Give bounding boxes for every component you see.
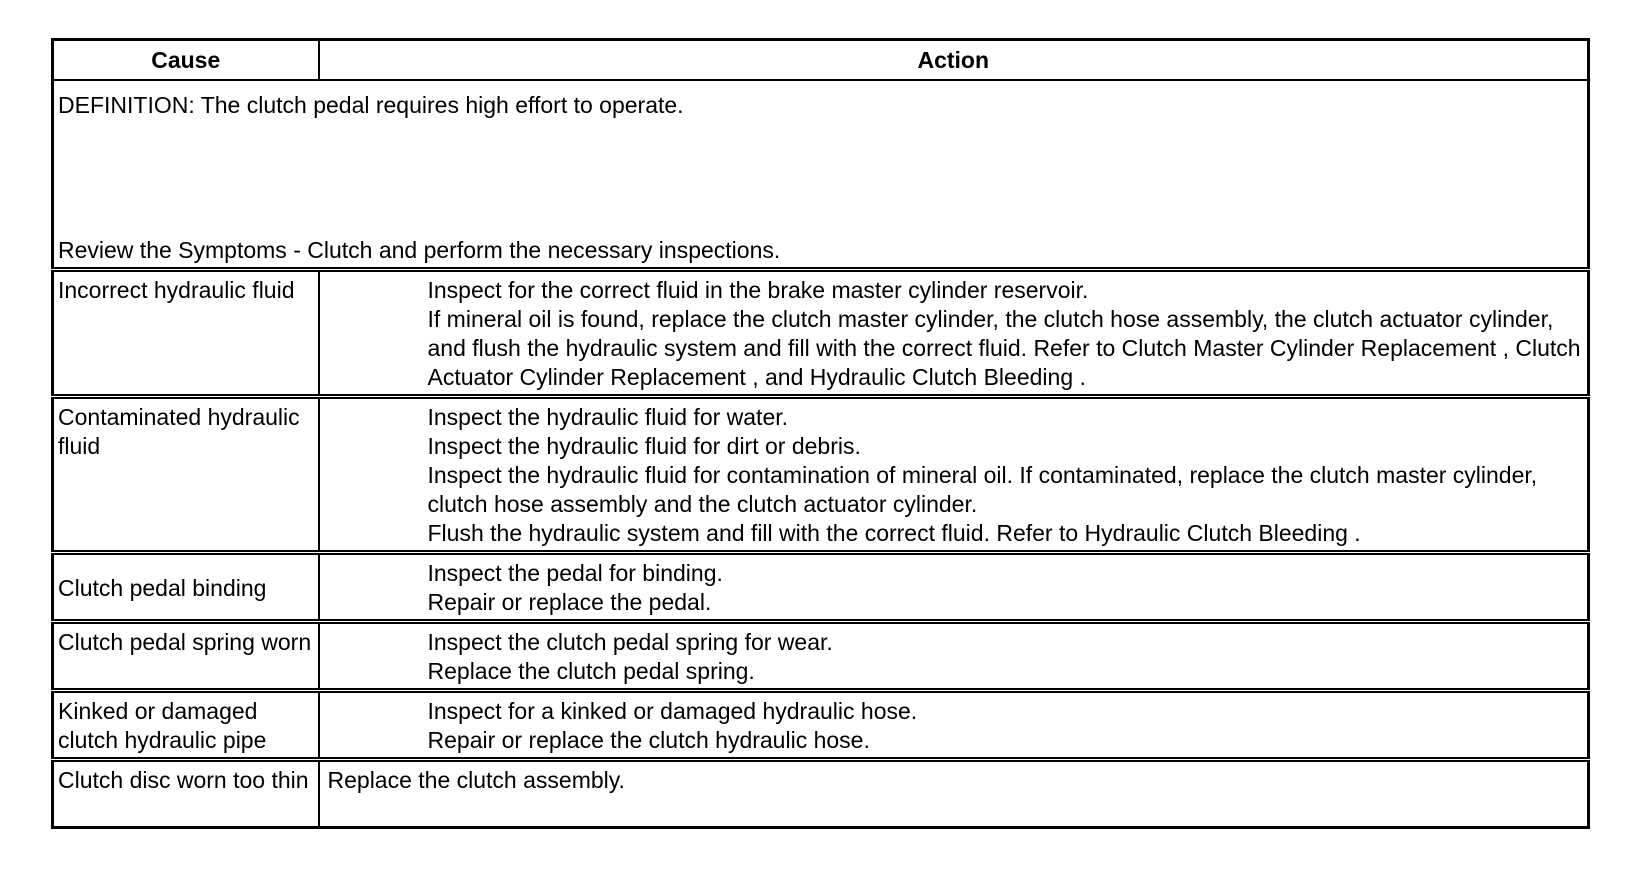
table-row: [53, 270, 1589, 397]
cause-header: Cause: [53, 40, 319, 81]
definition-row: [53, 80, 1589, 270]
table-row: [53, 760, 1589, 828]
action-cell: [319, 691, 1589, 760]
diagnostic-table: [51, 38, 1590, 829]
action-step: Inspect the hydraulic fluid for dirt or debris.: [427, 433, 861, 459]
definition-text: DEFINITION: The clutch pedal requires high effort to operate.: [58, 92, 684, 118]
action-cell: [319, 553, 1589, 622]
cause-cell: Incorrect hydraulic fluid: [53, 270, 319, 397]
cause-cell: Contaminated hydraulic fluid: [53, 397, 319, 553]
action-step: Inspect the clutch pedal spring for wear.: [427, 629, 833, 655]
table-row: [53, 553, 1589, 622]
action-cell: [319, 760, 1589, 828]
action-step: Inspect the hydraulic fluid for contamination of mineral oil. If contaminated, replace the clutch master cylinder, clutch hose assembly and the clutch actuator cylinder.: [427, 462, 1538, 517]
cause-cell: Clutch disc worn too thin: [53, 760, 319, 828]
table-row: [53, 691, 1589, 760]
action-step: Repair or replace the pedal.: [427, 589, 712, 615]
header-row: [53, 40, 1589, 81]
action-step: If mineral oil is found, replace the clutch master cylinder, the clutch hose assembly, the clutch actuator cylinder, and flush the hydraulic system and fill with the correct fluid. Refer to Clutch Master Cylinder Replacement , Clutch Actuator Cylinder Replacement , and Hydraulic Clutch Bleeding .: [427, 306, 1581, 390]
action-step: Repair or replace the clutch hydraulic hose.: [427, 727, 870, 753]
table-row: [53, 622, 1589, 691]
action-cell: [319, 397, 1589, 553]
action-step: Inspect the hydraulic fluid for water.: [427, 404, 789, 430]
action-cell: [319, 622, 1589, 691]
action-step: Inspect for the correct fluid in the brake master cylinder reservoir.: [427, 277, 1089, 303]
action-step: Replace the clutch assembly.: [327, 767, 625, 793]
action-step: Inspect for a kinked or damaged hydraulic hose.: [427, 698, 918, 724]
table-row: [53, 397, 1589, 553]
action-header: Action: [319, 40, 1589, 81]
definition-cell: [53, 80, 1589, 270]
review-instruction: Review the Symptoms - Clutch and perform the necessary inspections.: [58, 237, 781, 263]
action-step: Inspect the pedal for binding.: [427, 560, 723, 586]
action-step: Flush the hydraulic system and fill with the correct fluid. Refer to Hydraulic Clutch Bleeding .: [427, 520, 1361, 546]
action-step: Replace the clutch pedal spring.: [427, 658, 755, 684]
cause-cell: Clutch pedal binding: [53, 553, 319, 622]
action-cell: [319, 270, 1589, 397]
cause-cell: Kinked or damaged clutch hydraulic pipe: [53, 691, 319, 760]
cause-cell: Clutch pedal spring worn: [53, 622, 319, 691]
